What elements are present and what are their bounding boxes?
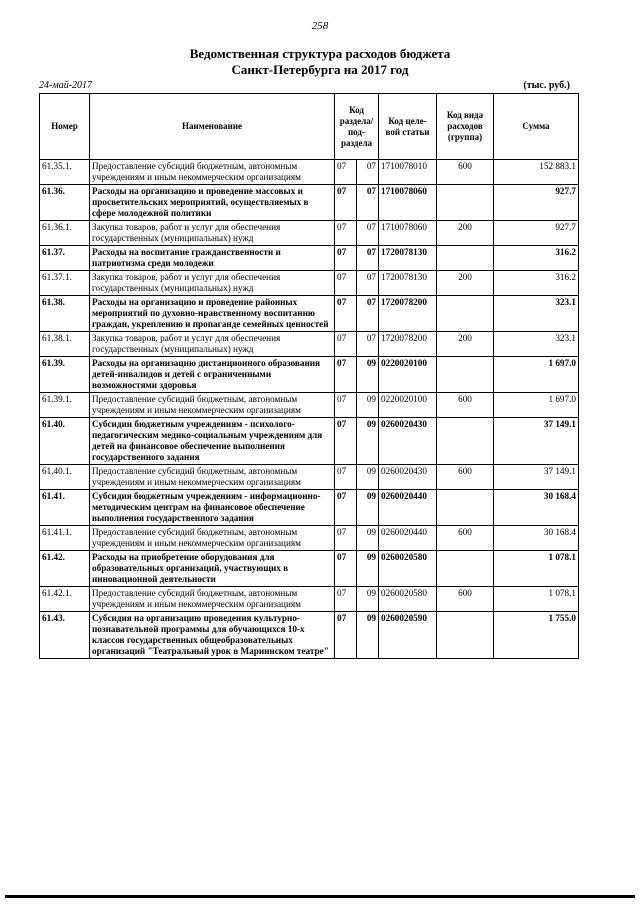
row-expense-kind — [437, 246, 494, 271]
row-number: 61.37.1. — [40, 271, 90, 296]
row-number: 61.37. — [40, 246, 90, 271]
header-target: Код целе- вой статьи — [379, 94, 437, 160]
row-expense-kind — [437, 418, 494, 465]
row-subsection: 09 — [357, 418, 379, 465]
row-number: 61.42.1. — [40, 587, 90, 612]
table-row — [40, 221, 579, 246]
row-target-code: 1720078130 — [379, 271, 437, 296]
row-number: 61.40.1. — [40, 465, 90, 490]
row-section: 07 — [335, 418, 357, 465]
row-name: Субсидия бюджетным учреждениям - информационно-методическим центрам на финансовое обеспечение выполнения государственного задания — [90, 490, 335, 526]
row-section: 07 — [335, 612, 357, 659]
row-target-code: 0220020100 — [379, 393, 437, 418]
table-row — [40, 418, 579, 465]
header-section: Код раздела/ под- раздела — [335, 94, 379, 160]
row-expense-kind — [437, 357, 494, 393]
row-name: Предоставление субсидий бюджетным, автономным учреждениям и иным некоммерческим организациям — [90, 393, 335, 418]
row-name: Предоставление субсидий бюджетным, автономным учреждениям и иным некоммерческим организациям — [90, 526, 335, 551]
table-row — [40, 393, 579, 418]
row-target-code: 0260020430 — [379, 418, 437, 465]
row-sum: 37 149.1 — [494, 418, 579, 465]
table-row — [40, 465, 579, 490]
row-number: 61.43. — [40, 612, 90, 659]
row-number: 61.41.1. — [40, 526, 90, 551]
row-expense-kind: 200 — [437, 332, 494, 357]
row-target-code: 0260020440 — [379, 490, 437, 526]
row-sum: 323.1 — [494, 332, 579, 357]
row-sum: 30 168.4 — [494, 526, 579, 551]
page-number: 258 — [311, 20, 329, 32]
row-subsection: 07 — [357, 221, 379, 246]
row-subsection: 09 — [357, 551, 379, 587]
row-name: Расходы на воспитание гражданственности и патриотизма среди молодежи — [90, 246, 335, 271]
row-target-code: 0260020580 — [379, 587, 437, 612]
row-expense-kind — [437, 185, 494, 221]
row-sum: 30 168.4 — [494, 490, 579, 526]
bottom-border-line — [5, 895, 635, 898]
table-row — [40, 246, 579, 271]
row-name: Расходы на организацию дистанционного образования детей-инвалидов и детей с ограниченными возможностями здоровья — [90, 357, 335, 393]
row-name: Закупка товаров, работ и услуг для обеспечения государственных (муниципальных) нужд — [90, 221, 335, 246]
row-expense-kind: 600 — [437, 526, 494, 551]
row-subsection: 09 — [357, 612, 379, 659]
row-section: 07 — [335, 587, 357, 612]
table-row — [40, 490, 579, 526]
row-subsection: 09 — [357, 587, 379, 612]
row-expense-kind — [437, 612, 494, 659]
row-sum: 1 755.0 — [494, 612, 579, 659]
header-sum: Сумма — [494, 94, 579, 160]
document-title — [0, 46, 640, 78]
row-target-code: 1710078060 — [379, 221, 437, 246]
row-target-code: 1720078200 — [379, 296, 437, 332]
row-section: 07 — [335, 246, 357, 271]
budget-table — [39, 93, 579, 659]
row-number: 61.38.1. — [40, 332, 90, 357]
row-section: 07 — [335, 490, 357, 526]
table-row — [40, 526, 579, 551]
row-target-code: 0260020590 — [379, 612, 437, 659]
row-name: Предоставление субсидий бюджетным, автономным учреждениям и иным некоммерческим организациям — [90, 465, 335, 490]
header-kind: Код вида расходов (группа) — [437, 94, 494, 160]
table-row — [40, 296, 579, 332]
row-name: Расходы на организацию и проведение массовых и просветительских мероприятий, осуществляемых в сфере молодежной политики — [90, 185, 335, 221]
row-target-code: 1710078060 — [379, 185, 437, 221]
row-expense-kind: 600 — [437, 393, 494, 418]
row-subsection: 09 — [357, 393, 379, 418]
table-row — [40, 332, 579, 357]
row-section: 07 — [335, 160, 357, 185]
row-section: 07 — [335, 526, 357, 551]
row-section: 07 — [335, 271, 357, 296]
row-subsection: 07 — [357, 160, 379, 185]
row-expense-kind: 200 — [437, 221, 494, 246]
row-subsection: 07 — [357, 185, 379, 221]
row-section: 07 — [335, 332, 357, 357]
row-section: 07 — [335, 221, 357, 246]
row-sum: 323.1 — [494, 296, 579, 332]
table-body — [40, 160, 579, 659]
header-name: Наименование — [90, 94, 335, 160]
row-number: 61.41. — [40, 490, 90, 526]
row-name: Субсидии бюджетным учреждениям - психолого-педагогическим медико-социальным учреждениям для детей на финансовое обеспечение выполнения государственного задания — [90, 418, 335, 465]
row-section: 07 — [335, 465, 357, 490]
row-name: Закупка товаров, работ и услуг для обеспечения государственных (муниципальных) нужд — [90, 332, 335, 357]
table-row — [40, 587, 579, 612]
table-row — [40, 551, 579, 587]
row-number: 61.39. — [40, 357, 90, 393]
row-name: Субсидия на организацию проведения культурно-познавательной программы для обучающихся 10-х классов государственных общеобразовательных организаций "Театральный урок в Мариинском театре" — [90, 612, 335, 659]
title-line-2: Санкт-Петербурга на 2017 год — [231, 62, 409, 77]
row-name: Предоставление субсидий бюджетным, автономным учреждениям и иным некоммерческим организациям — [90, 587, 335, 612]
row-number: 61.36. — [40, 185, 90, 221]
row-sum: 927.7 — [494, 221, 579, 246]
units-label: (тыс. руб.) — [523, 80, 570, 91]
row-subsection: 07 — [357, 296, 379, 332]
row-target-code: 1720078200 — [379, 332, 437, 357]
row-name: Закупка товаров, работ и услуг для обеспечения государственных (муниципальных) нужд — [90, 271, 335, 296]
row-subsection: 09 — [357, 465, 379, 490]
row-target-code: 0260020580 — [379, 551, 437, 587]
row-number: 61.39.1. — [40, 393, 90, 418]
table-row — [40, 612, 579, 659]
row-expense-kind: 600 — [437, 465, 494, 490]
row-subsection: 09 — [357, 357, 379, 393]
row-sum: 1 697.0 — [494, 393, 579, 418]
title-line-1: Ведомственная структура расходов бюджета — [189, 46, 451, 61]
table-row — [40, 160, 579, 185]
row-expense-kind — [437, 490, 494, 526]
row-section: 07 — [335, 393, 357, 418]
row-expense-kind — [437, 551, 494, 587]
row-subsection: 09 — [357, 490, 379, 526]
row-section: 07 — [335, 551, 357, 587]
row-number: 61.35.1. — [40, 160, 90, 185]
row-name: Расходы на приобретение оборудования для образовательных организаций, участвующих в инновационной деятельности — [90, 551, 335, 587]
row-expense-kind: 600 — [437, 160, 494, 185]
row-sum: 1 078.1 — [494, 587, 579, 612]
row-target-code: 1710078010 — [379, 160, 437, 185]
row-sum: 316.2 — [494, 271, 579, 296]
table-row — [40, 185, 579, 221]
row-target-code: 0260020440 — [379, 526, 437, 551]
row-sum: 37 149.1 — [494, 465, 579, 490]
row-target-code: 0220020100 — [379, 357, 437, 393]
document-date: 24-май-2017 — [39, 80, 93, 91]
row-sum: 927.7 — [494, 185, 579, 221]
table-row — [40, 357, 579, 393]
row-target-code: 0260020430 — [379, 465, 437, 490]
row-section: 07 — [335, 357, 357, 393]
row-number: 61.38. — [40, 296, 90, 332]
row-name: Предоставление субсидий бюджетным, автономным учреждениям и иным некоммерческим организациям — [90, 160, 335, 185]
row-sum: 316.2 — [494, 246, 579, 271]
row-subsection: 07 — [357, 271, 379, 296]
row-sum: 1 078.1 — [494, 551, 579, 587]
table-row — [40, 271, 579, 296]
table-header-row — [40, 94, 579, 160]
row-subsection: 09 — [357, 526, 379, 551]
row-expense-kind: 200 — [437, 271, 494, 296]
row-expense-kind: 600 — [437, 587, 494, 612]
header-number: Номер — [40, 94, 90, 160]
row-section: 07 — [335, 185, 357, 221]
row-subsection: 07 — [357, 332, 379, 357]
row-section: 07 — [335, 296, 357, 332]
row-number: 61.42. — [40, 551, 90, 587]
row-number: 61.40. — [40, 418, 90, 465]
row-target-code: 1720078130 — [379, 246, 437, 271]
row-number: 61.36.1. — [40, 221, 90, 246]
row-subsection: 07 — [357, 246, 379, 271]
row-sum: 1 697.0 — [494, 357, 579, 393]
row-expense-kind — [437, 296, 494, 332]
row-sum: 152 883.1 — [494, 160, 579, 185]
row-name: Расходы на организацию и проведение районных мероприятий по духовно-нравственному воспитанию граждан, укреплению и пропаганде семейных ценностей — [90, 296, 335, 332]
